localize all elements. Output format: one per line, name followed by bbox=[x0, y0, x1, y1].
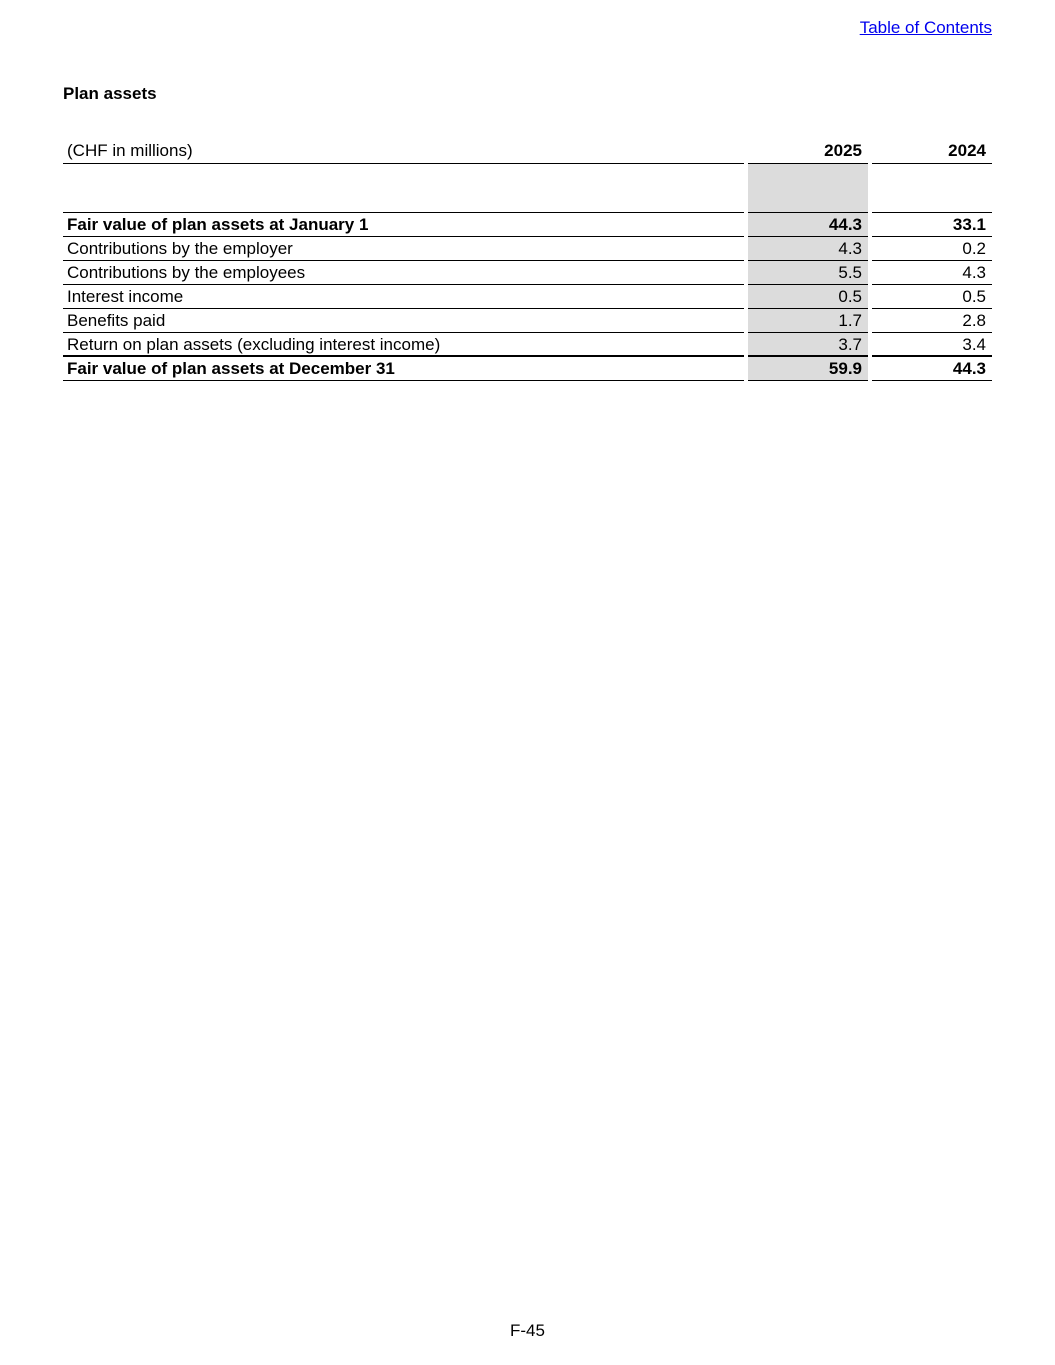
row-label: Fair value of plan assets at December 31 bbox=[63, 357, 744, 381]
value-2024: 0.2 bbox=[872, 237, 992, 261]
value-2024: 0.5 bbox=[872, 285, 992, 309]
value-2025: 44.3 bbox=[748, 213, 868, 237]
table-row bbox=[63, 261, 992, 285]
row-label: Fair value of plan assets at January 1 bbox=[63, 213, 744, 237]
table-row bbox=[63, 285, 992, 309]
column-header-2024: 2024 bbox=[872, 138, 992, 164]
row-label: Interest income bbox=[63, 285, 744, 309]
value-2025: 0.5 bbox=[748, 285, 868, 309]
table-row bbox=[63, 213, 992, 237]
value-2024: 4.3 bbox=[872, 261, 992, 285]
table-row bbox=[63, 333, 992, 357]
value-2024: 33.1 bbox=[872, 213, 992, 237]
table-total-row bbox=[63, 357, 992, 381]
value-2025: 3.7 bbox=[748, 333, 868, 357]
row-label: Return on plan assets (excluding interest income) bbox=[63, 333, 744, 357]
table-of-contents-link[interactable]: Table of Contents bbox=[859, 18, 992, 37]
value-2025: 5.5 bbox=[748, 261, 868, 285]
value-2025: 59.9 bbox=[748, 357, 868, 381]
table-header-row bbox=[63, 138, 992, 164]
table-row bbox=[63, 237, 992, 261]
row-label: Benefits paid bbox=[63, 309, 744, 333]
plan-assets-table bbox=[63, 138, 992, 381]
table-row bbox=[63, 309, 992, 333]
value-2024: 44.3 bbox=[872, 357, 992, 381]
value-2024: 2.8 bbox=[872, 309, 992, 333]
value-2024: 3.4 bbox=[872, 333, 992, 357]
column-header-2025: 2025 bbox=[748, 138, 868, 164]
section-title: Plan assets bbox=[63, 84, 157, 103]
table-spacer-row bbox=[63, 164, 992, 213]
row-label: Contributions by the employees bbox=[63, 261, 744, 285]
page-number: F-45 bbox=[510, 1321, 545, 1340]
value-2025: 1.7 bbox=[748, 309, 868, 333]
value-2025: 4.3 bbox=[748, 237, 868, 261]
unit-label: (CHF in millions) bbox=[63, 138, 744, 164]
row-label: Contributions by the employer bbox=[63, 237, 744, 261]
